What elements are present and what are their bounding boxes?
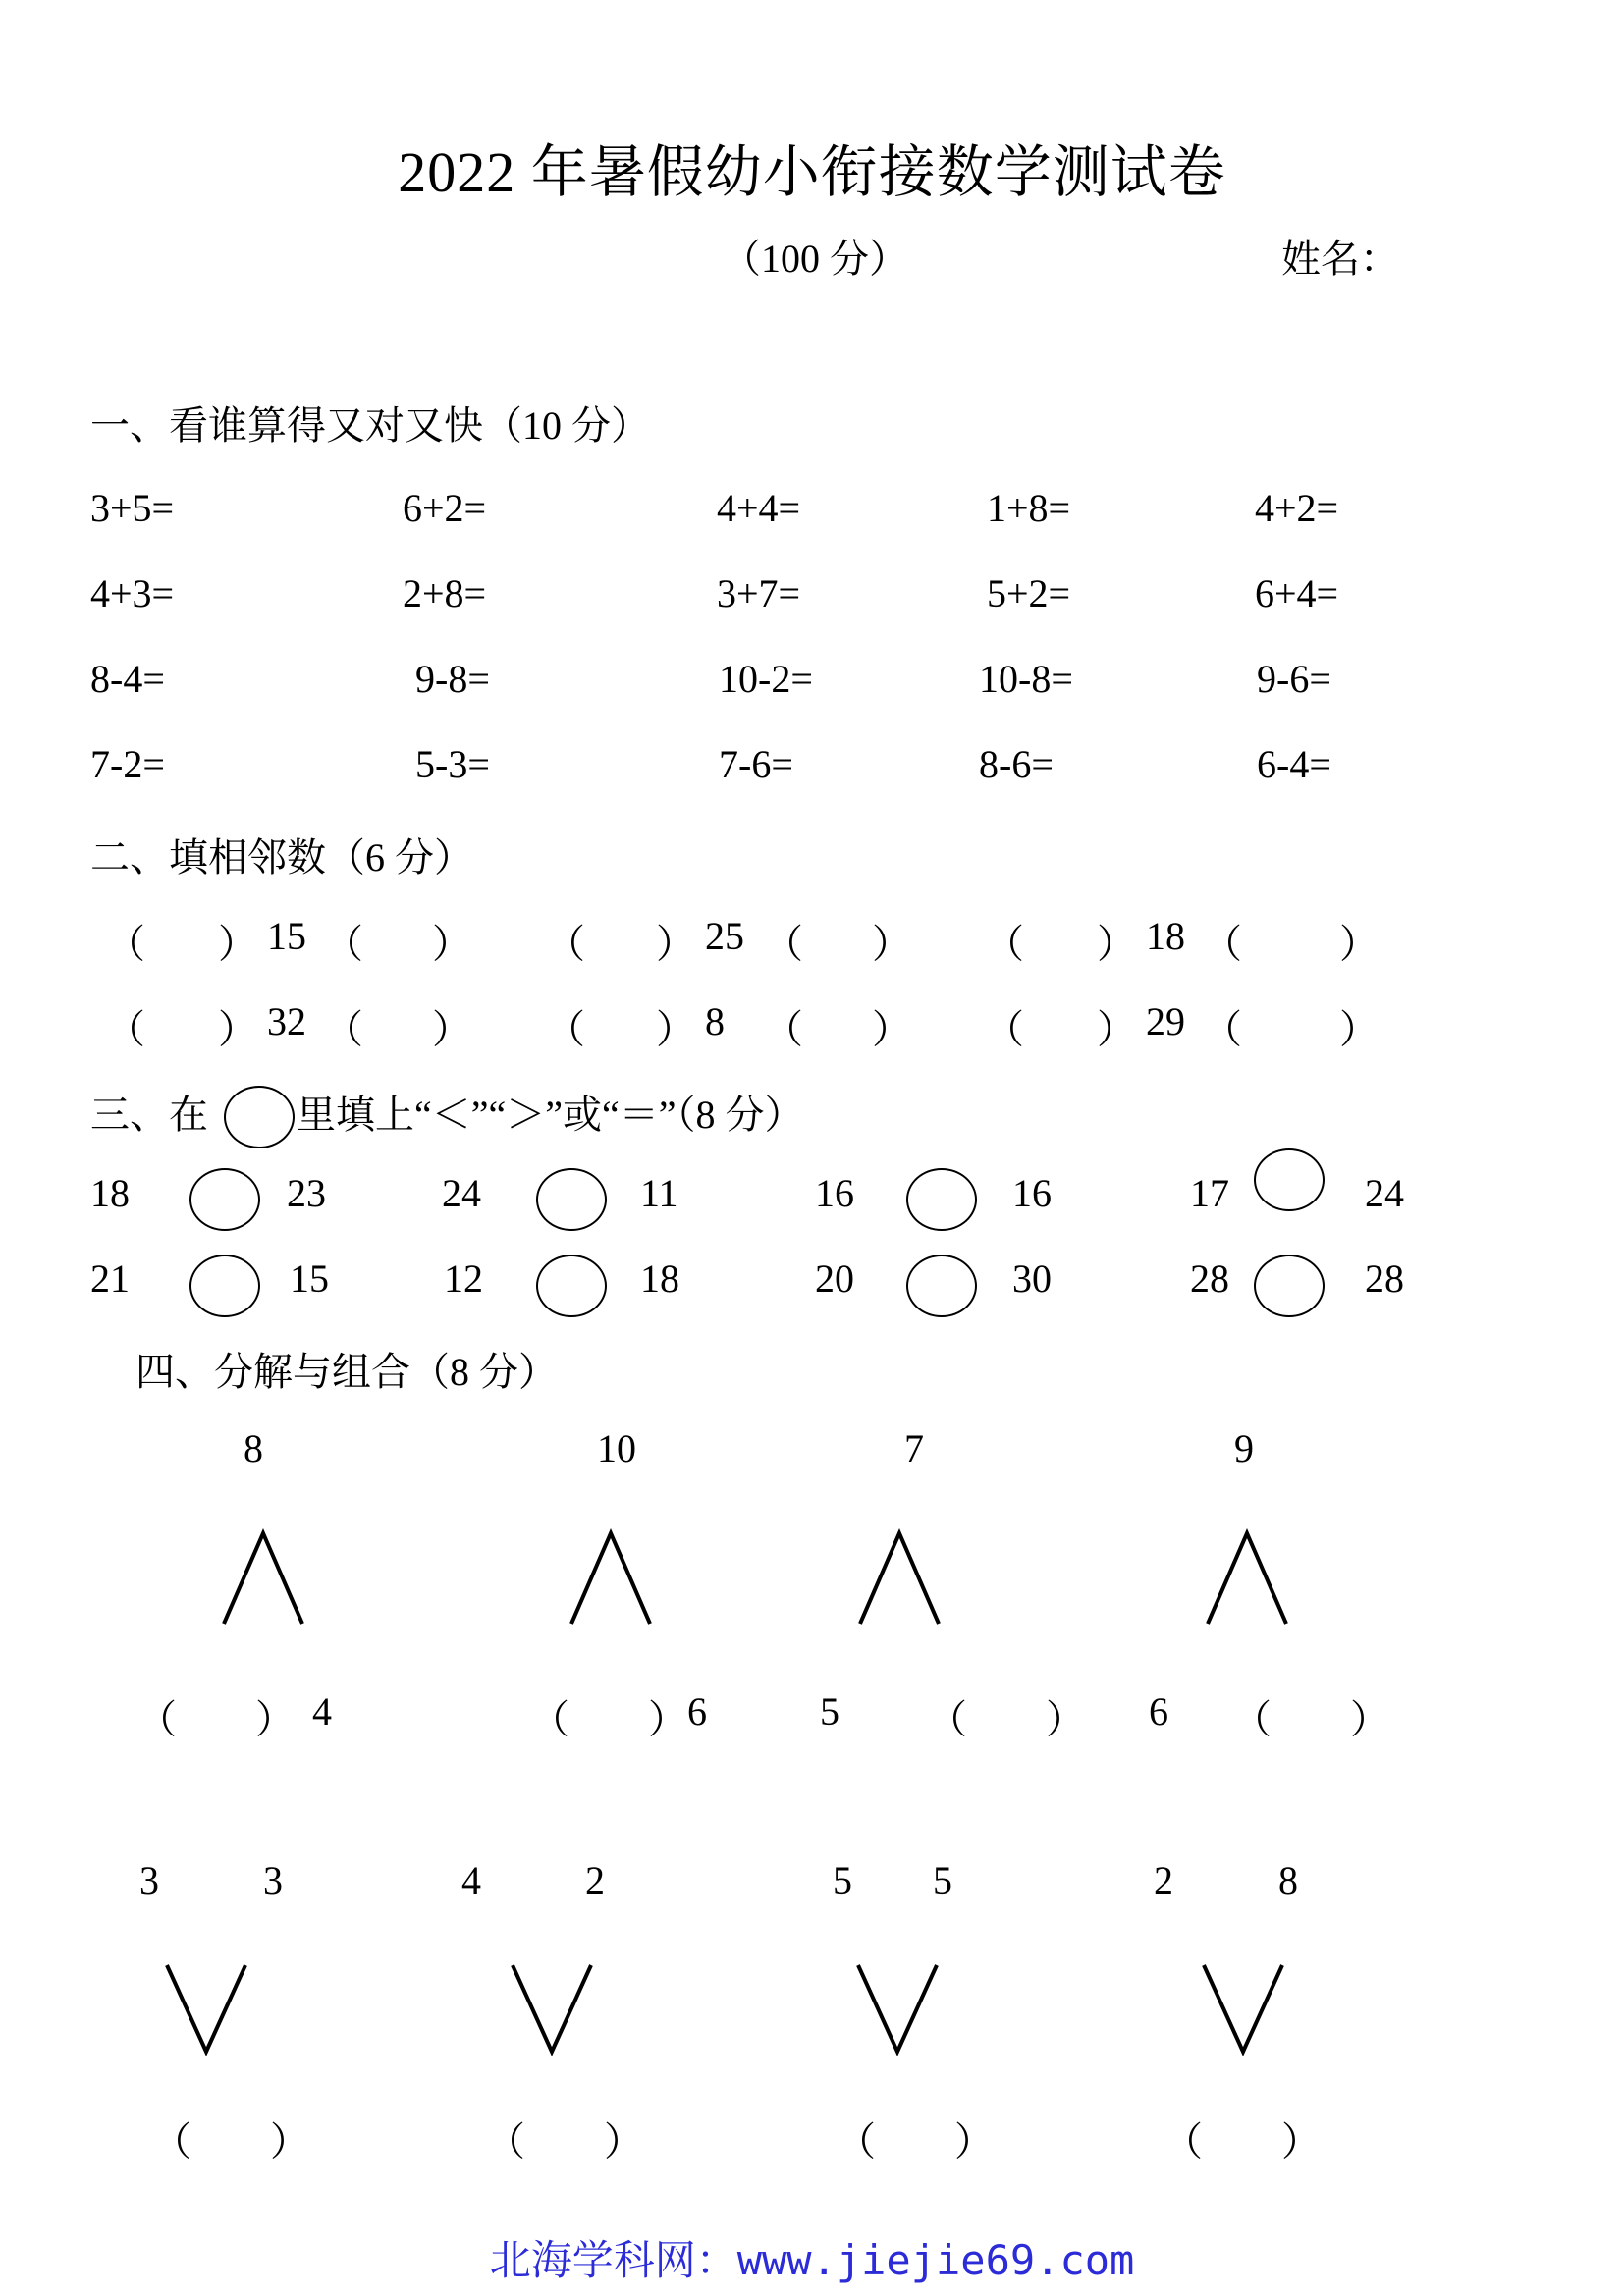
equation: 1+8= <box>987 486 1071 530</box>
blank-close: ） <box>432 922 471 966</box>
blank-close: ） <box>432 1007 471 1051</box>
blank-close: ） <box>1339 1007 1379 1051</box>
split-top-number: 8 <box>244 1426 263 1470</box>
compare-circle[interactable] <box>536 1255 607 1317</box>
split-right-slot: 4 <box>312 1689 332 1734</box>
equation: 10-2= <box>719 657 813 701</box>
blank-open: （ <box>764 922 803 966</box>
compare-right: 11 <box>640 1171 678 1215</box>
compare-circle[interactable] <box>906 1255 977 1317</box>
page-title: 2022 年暑假幼小衔接数学测试卷 <box>398 140 1226 204</box>
equation: 6+2= <box>403 486 487 530</box>
blank-open: （ <box>1203 922 1242 966</box>
compare-left: 18 <box>90 1171 130 1215</box>
combine-result-slot: （ ） <box>1164 2119 1321 2163</box>
equation: 4+3= <box>90 571 175 615</box>
given-number: 32 <box>267 999 306 1043</box>
split-right-slot: 6 <box>687 1689 707 1734</box>
combine-right-number: 2 <box>585 1858 605 1902</box>
blank-open: （ <box>1203 1007 1242 1051</box>
compare-left: 28 <box>1190 1256 1229 1301</box>
blank-close: ） <box>656 1007 695 1051</box>
blank-close: ） <box>872 922 911 966</box>
equation: 5+2= <box>987 571 1071 615</box>
equation: 8-6= <box>979 742 1054 786</box>
split-left-slot: 6 <box>1149 1689 1168 1734</box>
compare-right: 18 <box>640 1256 679 1301</box>
combine-result-slot: （ ） <box>152 2119 309 2163</box>
given-number: 29 <box>1146 999 1185 1043</box>
footer-url[interactable]: www.jiejie69.com <box>736 2236 1135 2284</box>
section-3-heading-a: 三、在 <box>90 1093 208 1137</box>
compare-left: 17 <box>1190 1171 1229 1215</box>
given-number: 18 <box>1146 914 1185 958</box>
split-right-slot: （ ） <box>928 1697 1085 1741</box>
equation: 4+2= <box>1255 486 1339 530</box>
compare-left: 24 <box>442 1171 481 1215</box>
split-top-number: 9 <box>1234 1426 1254 1470</box>
heading-circle-icon <box>224 1086 295 1148</box>
split-left-slot: 5 <box>820 1689 839 1734</box>
blank-open: （ <box>764 1007 803 1051</box>
given-number: 15 <box>267 914 306 958</box>
equation: 7-6= <box>719 742 793 786</box>
given-number: 25 <box>705 914 744 958</box>
combine-right-number: 3 <box>263 1858 283 1902</box>
equation: 6-4= <box>1257 742 1331 786</box>
section-1-heading: 一、看谁算得又对又快（10 分） <box>90 403 650 448</box>
split-left-slot: （ ） <box>137 1697 295 1741</box>
compare-right: 30 <box>1012 1256 1052 1301</box>
blank-open: （ <box>324 922 363 966</box>
combine-vee-icon <box>509 1961 597 2059</box>
compare-circle[interactable] <box>1254 1148 1325 1211</box>
compare-left: 12 <box>444 1256 483 1301</box>
split-caret-icon <box>220 1529 308 1628</box>
blank-open: （ <box>324 1007 363 1051</box>
combine-left-number: 2 <box>1154 1858 1173 1902</box>
split-top-number: 10 <box>597 1426 636 1470</box>
combine-vee-icon <box>163 1961 251 2059</box>
blank-open: （ <box>546 922 585 966</box>
compare-circle[interactable] <box>536 1168 607 1231</box>
compare-right: 28 <box>1365 1256 1404 1301</box>
equation: 6+4= <box>1255 571 1339 615</box>
split-left-slot: （ ） <box>530 1697 687 1741</box>
name-label: 姓名： <box>1281 237 1399 281</box>
equation: 8-4= <box>90 657 165 701</box>
compare-left: 16 <box>815 1171 854 1215</box>
equation: 10-8= <box>979 657 1073 701</box>
blank-close: ） <box>1097 922 1136 966</box>
equation: 3+7= <box>717 571 801 615</box>
footer-site: 北海学科网： <box>489 2239 737 2284</box>
combine-vee-icon <box>1200 1961 1288 2059</box>
compare-circle[interactable] <box>906 1168 977 1231</box>
blank-close: ） <box>1097 1007 1136 1051</box>
footer-watermark <box>0 2228 1624 2287</box>
combine-left-number: 4 <box>461 1858 481 1902</box>
section-4-heading: 四、分解与组合（8 分） <box>135 1350 558 1394</box>
blank-close: ） <box>656 922 695 966</box>
compare-circle[interactable] <box>189 1255 260 1317</box>
blank-close: ） <box>218 1007 257 1051</box>
blank-open: （ <box>546 1007 585 1051</box>
compare-right: 23 <box>287 1171 326 1215</box>
blank-close: ） <box>1339 922 1379 966</box>
split-right-slot: （ ） <box>1232 1697 1389 1741</box>
equation: 4+4= <box>717 486 801 530</box>
compare-right: 16 <box>1012 1171 1052 1215</box>
combine-result-slot: （ ） <box>837 2119 994 2163</box>
compare-left: 20 <box>815 1256 854 1301</box>
compare-right: 24 <box>1365 1171 1404 1215</box>
equation: 9-8= <box>415 657 490 701</box>
equation: 7-2= <box>90 742 165 786</box>
combine-left-number: 3 <box>139 1858 159 1902</box>
split-caret-icon <box>1204 1529 1292 1628</box>
compare-circle[interactable] <box>189 1168 260 1231</box>
combine-vee-icon <box>854 1961 943 2059</box>
split-caret-icon <box>568 1529 656 1628</box>
section-3-heading-b: 里填上“＜”“＞”或“＝”（8 分） <box>297 1093 804 1137</box>
equation: 9-6= <box>1257 657 1331 701</box>
total-score: （100 分） <box>722 237 908 281</box>
compare-circle[interactable] <box>1254 1255 1325 1317</box>
equation: 5-3= <box>415 742 490 786</box>
equation: 3+5= <box>90 486 175 530</box>
blank-close: ） <box>218 922 257 966</box>
split-caret-icon <box>856 1529 945 1628</box>
combine-right-number: 8 <box>1278 1858 1298 1902</box>
compare-right: 15 <box>290 1256 329 1301</box>
given-number: 8 <box>705 999 725 1043</box>
compare-left: 21 <box>90 1256 130 1301</box>
split-top-number: 7 <box>904 1426 924 1470</box>
combine-result-slot: （ ） <box>486 2119 643 2163</box>
combine-left-number: 5 <box>833 1858 852 1902</box>
equation: 2+8= <box>403 571 487 615</box>
blank-open: （ <box>985 1007 1024 1051</box>
section-2-heading: 二、填相邻数（6 分） <box>90 835 473 880</box>
blank-close: ） <box>872 1007 911 1051</box>
combine-right-number: 5 <box>933 1858 952 1902</box>
blank-open: （ <box>106 1007 145 1051</box>
blank-open: （ <box>106 922 145 966</box>
blank-open: （ <box>985 922 1024 966</box>
